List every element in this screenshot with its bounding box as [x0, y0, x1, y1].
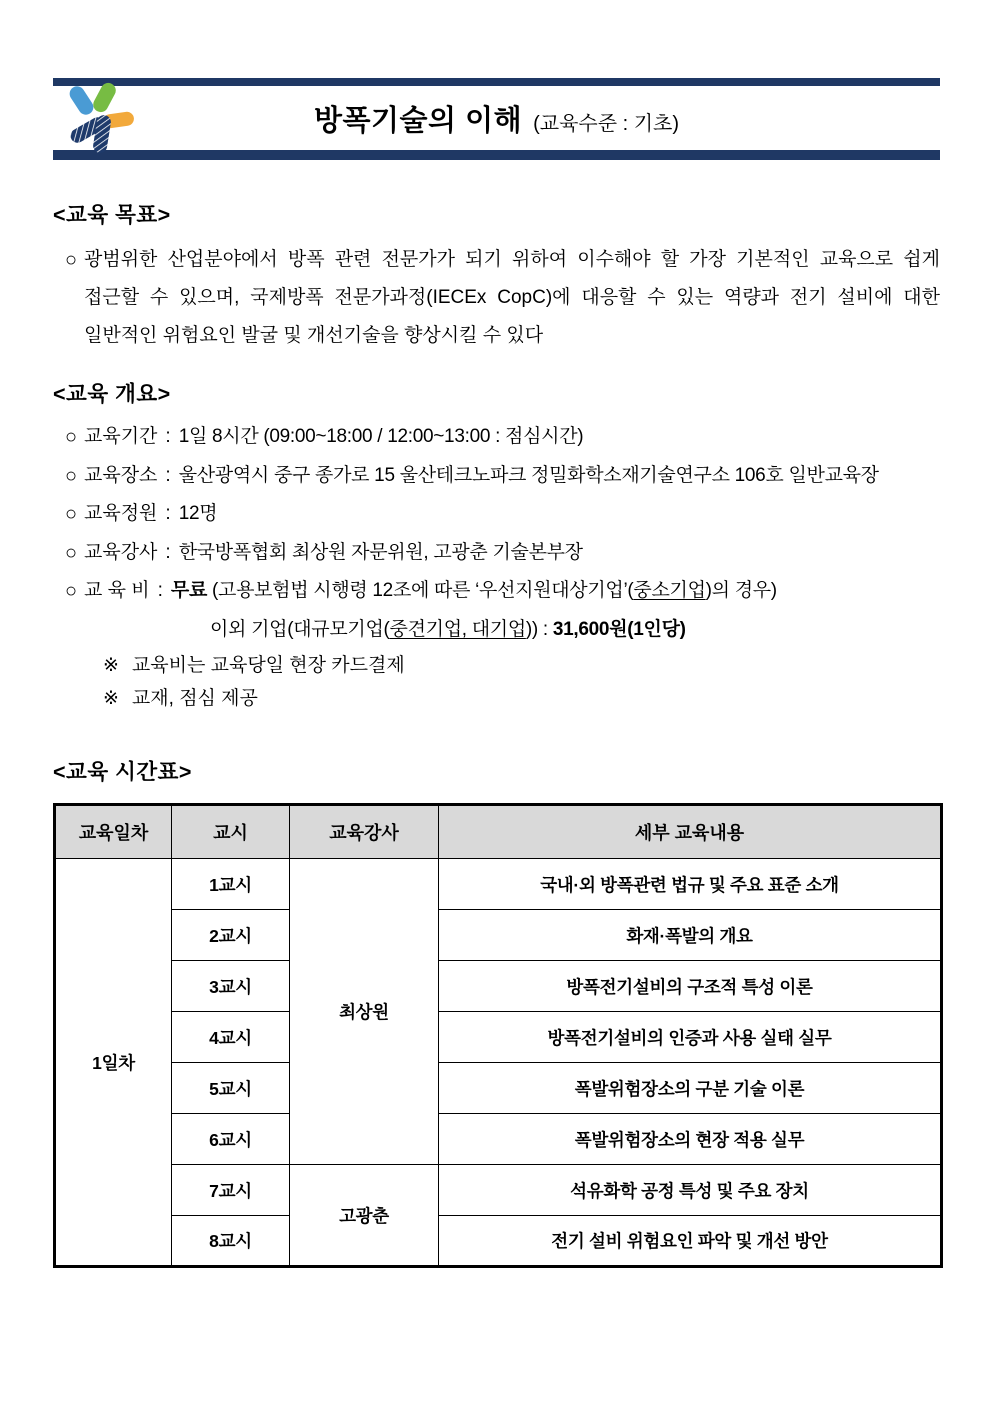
item-label: 교육기간 [84, 426, 158, 447]
table-row [55, 1165, 942, 1216]
col-header-detail: 세부 교육내용 [439, 805, 942, 859]
reference-mark-icon: ※ [103, 688, 119, 709]
timetable-header-row [55, 805, 942, 859]
item-separator: : [157, 580, 163, 601]
circle-bullet-icon: ○ [65, 464, 78, 487]
fee-line1 [171, 572, 777, 611]
period-cell: 5교시 [172, 1063, 290, 1114]
item-separator: : [165, 503, 171, 524]
fee-line2-underline: 중견기업, 대기업 [389, 618, 526, 640]
timetable [53, 803, 943, 1268]
table-row [55, 1216, 942, 1267]
day-cell: 1일차 [55, 859, 172, 1267]
overview-item-capacity [53, 495, 940, 534]
item-separator: : [165, 426, 171, 447]
period-cell: 7교시 [172, 1165, 290, 1216]
overview-item-instructor [53, 534, 940, 573]
table-row [55, 1012, 942, 1063]
overview-item-place [53, 457, 940, 496]
fee-line1-underline: 중소기업 [633, 580, 706, 601]
instructor-cell: 고광춘 [290, 1165, 439, 1267]
timetable-heading: <교육 시간표> [53, 760, 192, 784]
reference-mark-icon: ※ [103, 655, 119, 676]
instructor-cell: 최상원 [290, 859, 439, 1165]
section-goal [53, 198, 940, 355]
table-row [55, 1063, 942, 1114]
period-cell: 3교시 [172, 961, 290, 1012]
goal-text: 광범위한 산업분야에서 방폭 관련 전문가가 되기 위하여 이수해야 할 가장 기본적인 교육으로 쉽게 접근할 수 있으며, 국제방폭 전문가과정(IECEx CopC)에 대응할 수 있는 역량과 전기 설비에 대한 일반적인 위험요인 발굴 및 개선기술을 향상시킬 수 있다 [84, 249, 940, 346]
note-text: 교육비는 교육당일 현장 카드결제 [131, 655, 405, 676]
item-value: 12명 [178, 503, 218, 524]
col-header-instructor: 교육강사 [290, 805, 439, 859]
col-header-period: 교시 [172, 805, 290, 859]
item-value: 한국방폭협회 최상원 자문위원, 고광춘 기술본부장 [178, 541, 583, 563]
col-header-day: 교육일차 [55, 805, 172, 859]
content-cell: 방폭전기설비의 인증과 사용 실태 실무 [439, 1012, 942, 1063]
goal-heading: <교육 목표> [53, 203, 171, 227]
circle-bullet-icon: ○ [65, 426, 78, 448]
period-cell: 2교시 [172, 910, 290, 961]
fee-line1-text2: )의 경우) [705, 580, 777, 601]
item-label: 교육강사 [84, 541, 158, 563]
overview-heading: <교육 개요> [53, 382, 171, 406]
section-overview [53, 377, 940, 715]
document-header [53, 78, 940, 160]
period-cell: 6교시 [172, 1114, 290, 1165]
period-cell: 8교시 [172, 1216, 290, 1267]
table-row [55, 1114, 942, 1165]
circle-bullet-icon: ○ [65, 503, 78, 525]
item-separator: : [165, 541, 171, 563]
fee-line2-text2: )) : [525, 618, 553, 640]
note-text: 교재, 점심 제공 [131, 688, 258, 709]
fee-line2 [53, 611, 940, 650]
doc-title: 방폭기술의 이해 [313, 104, 523, 137]
content-cell: 석유화학 공정 특성 및 주요 장치 [439, 1165, 942, 1216]
content-cell: 방폭전기설비의 구조적 특성 이론 [439, 961, 942, 1012]
section-timetable [53, 755, 940, 1268]
period-cell: 1교시 [172, 859, 290, 910]
note-materials [53, 682, 940, 715]
note-payment [53, 649, 940, 682]
header-bottom-bar [53, 150, 940, 160]
header-top-bar [53, 78, 940, 86]
overview-item-fee [53, 572, 940, 611]
fee-line1-text1: (고용보험법 시행령 12조에 따른 ‘우선지원대상기업’( [207, 580, 634, 601]
item-separator: : [165, 464, 171, 486]
item-label: 교육장소 [84, 464, 158, 486]
table-row [55, 859, 942, 910]
table-row [55, 910, 942, 961]
doc-subtitle: (교육수준 : 기초) [533, 112, 680, 135]
circle-bullet-icon: ○ [65, 541, 78, 564]
overview-items [53, 418, 940, 715]
item-value: 1일 8시간 (09:00~18:00 / 12:00~13:00 : 점심시간) [178, 426, 584, 447]
content-cell: 폭발위험장소의 구분 기술 이론 [439, 1063, 942, 1114]
content-cell: 전기 설비 위험요인 파악 및 개선 방안 [439, 1216, 942, 1267]
fee-line2-text1: 이외 기업(대규모기업( [210, 618, 390, 640]
content-cell: 화재·폭발의 개요 [439, 910, 942, 961]
circle-bullet-icon: ○ [65, 249, 78, 271]
circle-bullet-icon: ○ [65, 580, 78, 602]
content-cell: 폭발위험장소의 현장 적용 실무 [439, 1114, 942, 1165]
overview-item-period [53, 418, 940, 457]
title-block [314, 98, 679, 139]
period-cell: 4교시 [172, 1012, 290, 1063]
goal-item [53, 241, 940, 355]
fee-free-label: 무료 [170, 580, 208, 601]
content-cell: 국내·외 방폭관련 법규 및 주요 표준 소개 [439, 859, 942, 910]
header-body [53, 86, 940, 150]
item-label: 교 육 비 [84, 580, 150, 601]
item-value: 울산광역시 중구 종가로 15 울산테크노파크 정밀화학소재기술연구소 106호 일반교육장 [178, 464, 879, 486]
table-row [55, 961, 942, 1012]
fee-amount: 31,600원(1인당) [552, 618, 686, 640]
item-label: 교육정원 [84, 503, 158, 524]
org-logo-icon [57, 82, 139, 156]
